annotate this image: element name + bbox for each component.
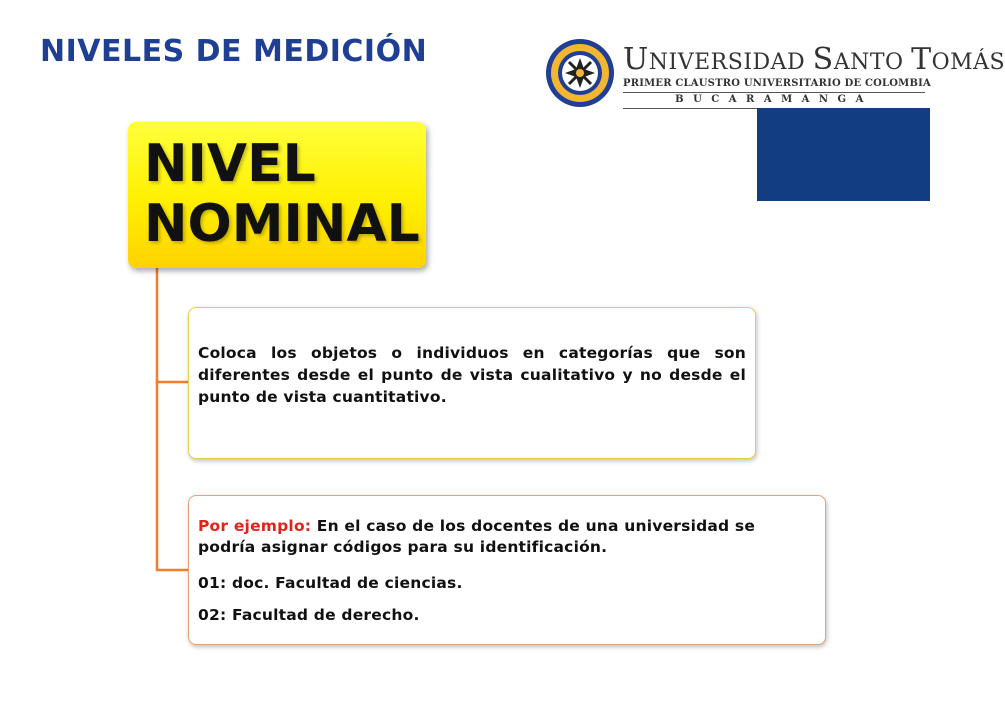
university-city: BUCARAMANGA bbox=[675, 94, 873, 105]
page-title: NIVELES DE MEDICIÓN bbox=[40, 34, 428, 69]
definition-text: Coloca los objetos o individuos en categorías que son diferentes desde el punto de vista cualitativo y no desde el punto de vista cuantitativo. bbox=[198, 344, 746, 406]
example-text: Por ejemplo: En el caso de los docentes de una universidad se podría asignar códigos para su identificación. bbox=[198, 517, 756, 556]
example-code-1: 01: doc. Facultad de ciencias. bbox=[198, 574, 463, 592]
example-code-2: 02: Facultad de derecho. bbox=[198, 606, 420, 624]
level-heading-box bbox=[128, 122, 426, 268]
level-heading: NIVEL NOMINAL bbox=[144, 134, 420, 254]
example-box bbox=[188, 495, 826, 645]
example-label: Por ejemplo: bbox=[198, 517, 312, 535]
university-name: UNIVERSIDAD SANTO TOMÁS bbox=[623, 42, 1005, 77]
definition-box bbox=[188, 307, 756, 459]
university-motto: PRIMER CLAUSTRO UNIVERSITARIO DE COLOMBIA bbox=[623, 78, 931, 89]
